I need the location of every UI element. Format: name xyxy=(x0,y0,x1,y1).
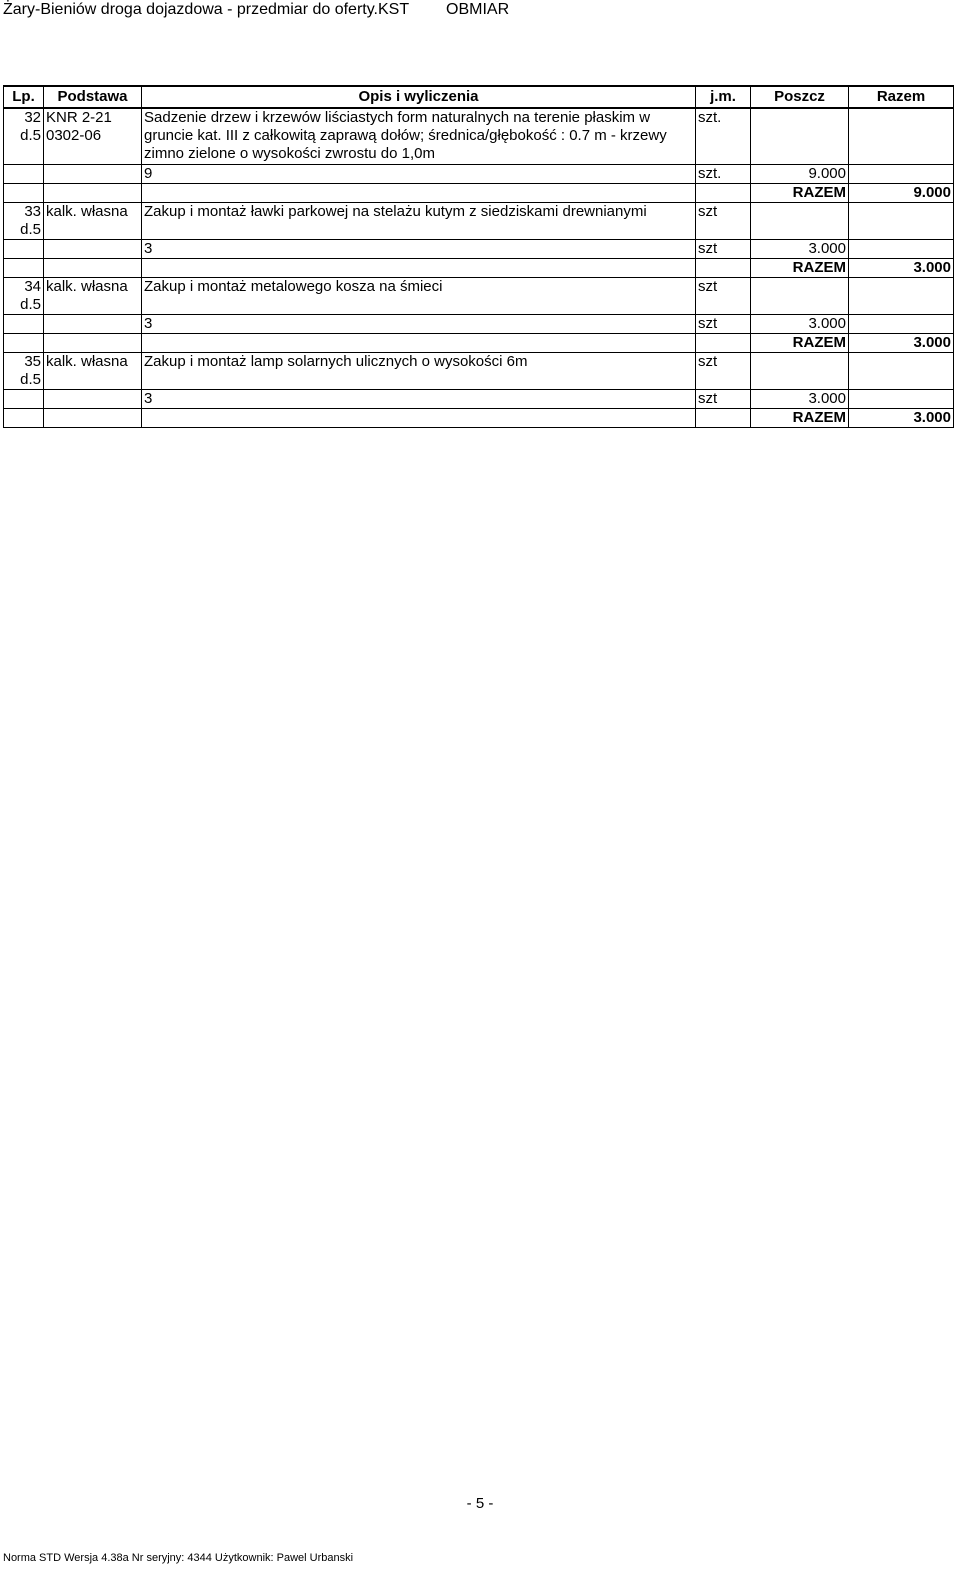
item-lp: 34 d.5 xyxy=(4,278,44,315)
item-row xyxy=(4,108,954,165)
item-basis: kalk. własna xyxy=(44,203,142,240)
item-lp: 35 d.5 xyxy=(4,353,44,390)
item-unit: szt xyxy=(696,353,751,390)
calc-value: 3.000 xyxy=(751,240,849,259)
calc-row xyxy=(4,165,954,184)
page-number: - 5 - xyxy=(466,1495,494,1512)
sum-value: 3.000 xyxy=(849,334,954,353)
calc-expression: 3 xyxy=(142,240,696,259)
calc-unit: szt. xyxy=(696,165,751,184)
col-header-lp: Lp. xyxy=(4,86,44,108)
item-row xyxy=(4,278,954,315)
calc-value: 3.000 xyxy=(751,390,849,409)
item-row xyxy=(4,203,954,240)
calc-expression: 3 xyxy=(142,315,696,334)
sum-value: 3.000 xyxy=(849,259,954,278)
calc-unit: szt xyxy=(696,315,751,334)
sum-row xyxy=(4,184,954,203)
item-unit: szt. xyxy=(696,108,751,165)
item-description: Zakup i montaż metalowego kosza na śmieci xyxy=(142,278,696,315)
item-basis: KNR 2-21 0302-06 xyxy=(44,108,142,165)
sum-row xyxy=(4,409,954,428)
item-description: Zakup i montaż ławki parkowej na stelażu kutym z siedziskami drewnianymi xyxy=(142,203,696,240)
measurement-table xyxy=(3,85,954,428)
col-header-description: Opis i wyliczenia xyxy=(142,86,696,108)
sum-row xyxy=(4,334,954,353)
item-description: Sadzenie drzew i krzewów liściastych form naturalnych na terenie płaskim w gruncie kat. III z całkowitą zaprawą dołów; średnica/głębokość : 0.7 m - krzewy zimno zielone o wysokości zwrostu do 1,0m xyxy=(142,108,696,165)
sum-value: 3.000 xyxy=(849,409,954,428)
item-basis: kalk. własna xyxy=(44,353,142,390)
calc-unit: szt xyxy=(696,390,751,409)
col-header-total: Razem xyxy=(849,86,954,108)
item-row xyxy=(4,353,954,390)
calc-unit: szt xyxy=(696,240,751,259)
sum-label: RAZEM xyxy=(751,409,849,428)
item-basis: kalk. własna xyxy=(44,278,142,315)
sum-label: RAZEM xyxy=(751,184,849,203)
calc-expression: 3 xyxy=(142,390,696,409)
item-lp: 33 d.5 xyxy=(4,203,44,240)
sum-row xyxy=(4,259,954,278)
item-description: Zakup i montaż lamp solarnych ulicznych o wysokości 6m xyxy=(142,353,696,390)
document-title: Żary-Bieniów droga dojazdowa - przedmiar do oferty.KST xyxy=(3,1,410,18)
item-unit: szt xyxy=(696,203,751,240)
calc-value: 9.000 xyxy=(751,165,849,184)
footer-text: Norma STD Wersja 4.38a Nr seryjny: 4344 Użytkownik: Pawel Urbanski xyxy=(3,1552,354,1564)
col-header-unit: j.m. xyxy=(696,86,751,108)
section-title: OBMIAR xyxy=(446,1,510,18)
col-header-basis: Podstawa xyxy=(44,86,142,108)
calc-expression: 9 xyxy=(142,165,696,184)
item-unit: szt xyxy=(696,278,751,315)
calc-row xyxy=(4,315,954,334)
col-header-partial: Poszcz xyxy=(751,86,849,108)
sum-label: RAZEM xyxy=(751,334,849,353)
calc-value: 3.000 xyxy=(751,315,849,334)
sum-value: 9.000 xyxy=(849,184,954,203)
table-header-row xyxy=(4,86,954,108)
sum-label: RAZEM xyxy=(751,259,849,278)
calc-row xyxy=(4,390,954,409)
calc-row xyxy=(4,240,954,259)
item-lp: 32 d.5 xyxy=(4,108,44,165)
